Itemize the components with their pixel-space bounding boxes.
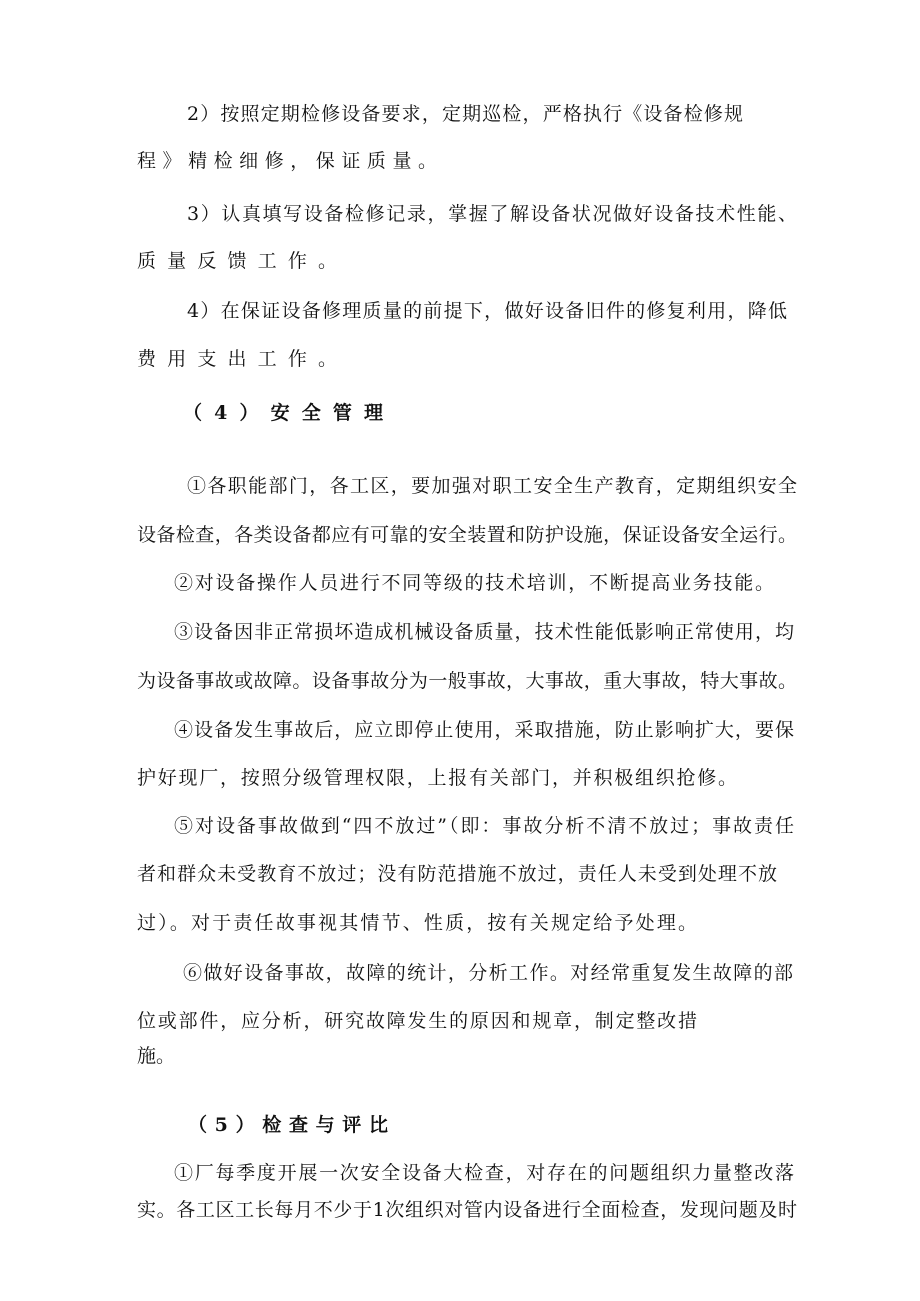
text-line: ①各职能部门，各工区，要加强对职工安全生产教育，定期组织安全 xyxy=(187,475,799,497)
text-line: 4）在保证设备修理质量的前提下，做好设备旧件的修复利用，降低 xyxy=(187,300,789,322)
text-line: 位或部件，应分析，研究故障发生的原因和规章，制定整改措 xyxy=(137,1010,699,1032)
text-line: 费用支出工作。 xyxy=(137,348,349,370)
text-line: 实。各工区工长每月不少于1次组织对管内设备进行全面检查，发现问题及时 xyxy=(137,1199,798,1221)
text-line: ⑤对设备事故做到“四不放过”（即：事故分析不清不放过；事故责任 xyxy=(174,815,796,837)
text-line: 过）。对于责任故事视其情节、性质，按有关规定给予处理。 xyxy=(137,912,700,934)
text-line: ③设备因非正常损坏造成机械设备质量，技术性能低影响正常使用，均 xyxy=(174,621,796,643)
section-heading: （5）检查与评比 xyxy=(188,1114,396,1136)
text-line: 设备检查，各类设备都应有可靠的安全装置和防护设施，保证设备安全运行。 xyxy=(137,524,798,546)
section-heading: （4）安全管理 xyxy=(183,402,396,424)
text-line: 程》精检细修，保证质量。 xyxy=(137,150,444,172)
text-line: 护好现厂，按照分级管理权限，上报有关部门，并积极组织抢修。 xyxy=(137,767,739,789)
text-line: 3）认真填写设备检修记录，掌握了解设备状况做好设备技术性能、 xyxy=(187,203,799,225)
text-line: 质量反馈工作。 xyxy=(137,250,349,272)
text-line: 者和群众未受教育不放过；没有防范措施不放过，责任人未受到处理不放 xyxy=(137,863,779,885)
text-line: ④设备发生事故后，应立即停止使用，采取措施，防止影响扩大，要保 xyxy=(174,719,796,741)
text-line: ①厂每季度开展一次安全设备大检查，对存在的问题组织力量整改落 xyxy=(174,1162,796,1184)
text-line: ②对设备操作人员进行不同等级的技术培训，不断提高业务技能。 xyxy=(174,572,776,594)
text-line: 为设备事故或故障。设备事故分为一般事故，大事故，重大事故，特大事故。 xyxy=(137,670,798,692)
text-line: ⑥做好设备事故，故障的统计，分析工作。对经常重复发生故障的部 xyxy=(183,962,795,984)
text-line: 2）按照定期检修设备要求，定期巡检，严格执行《设备检修规 xyxy=(187,103,745,125)
text-line: 施。 xyxy=(137,1045,176,1067)
